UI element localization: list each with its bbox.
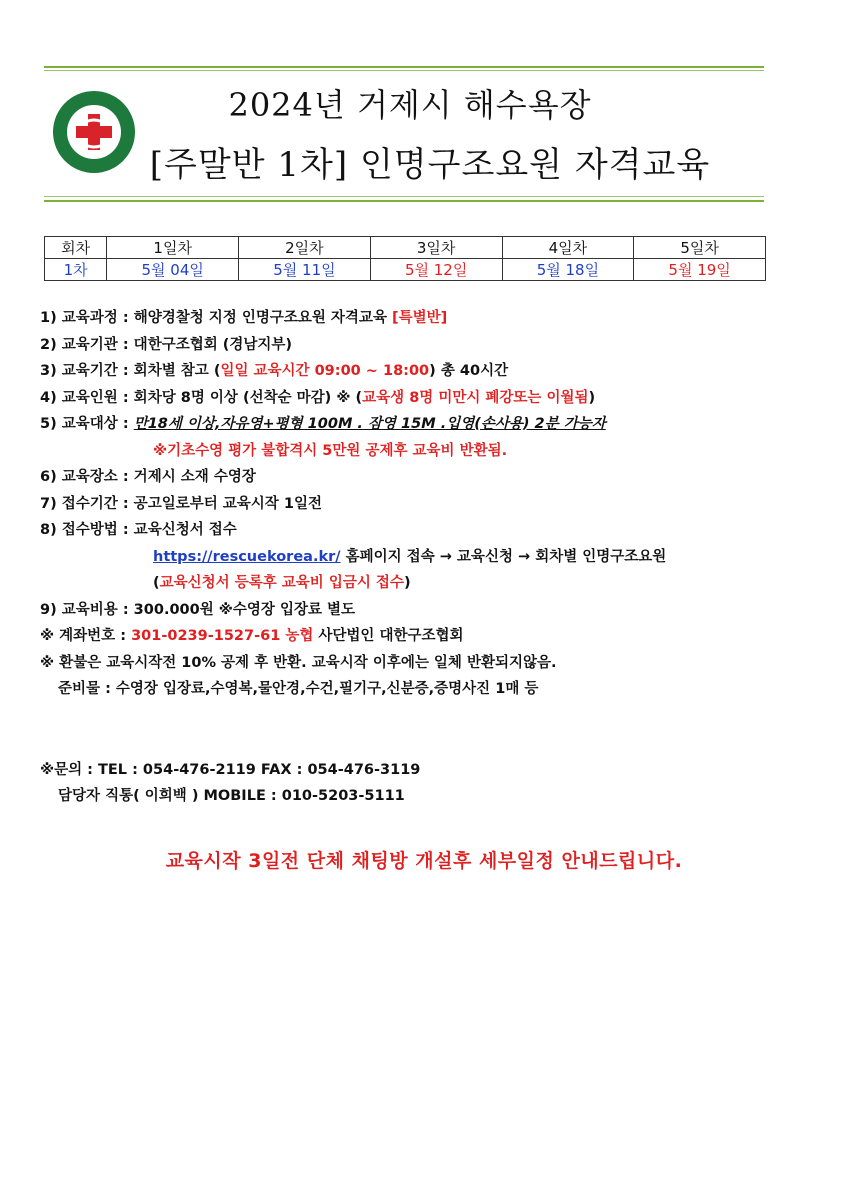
info-registration-method: 8) 접수방법 : 교육신청서 접수: [40, 522, 237, 538]
association-logo: [52, 90, 136, 174]
info-label: 5) 교육대상 :: [40, 416, 134, 432]
schedule-header-cell: 2일차: [239, 237, 371, 259]
bottom-rule: [44, 200, 764, 202]
info-registration-note: [40, 571, 800, 598]
info-text: 사단법인 대한구조협회: [313, 628, 464, 644]
info-text: 해양경찰청 지정 인명구조요원 자격교육: [133, 310, 392, 326]
schedule-header-cell: 4일차: [502, 237, 634, 259]
schedule-header-cell: 1일차: [107, 237, 239, 259]
info-text: ): [588, 389, 596, 406]
schedule-cell: 5월 04일: [107, 259, 239, 281]
schedule-header-row: [45, 237, 766, 259]
info-fee: 9) 교육비용 : 300.000원 ※수영장 입장료 별도: [40, 601, 356, 618]
info-location: 6) 교육장소 : 거제시 소재 수영장: [40, 469, 256, 485]
info-section: [40, 306, 800, 811]
info-text: ) 총 40시간: [429, 363, 509, 379]
info-eligibility: [40, 412, 800, 439]
info-label: 3) 교육기간 : 회차별 참고 (: [40, 363, 221, 379]
info-institution: 2) 교육기관 : 대한구조협회 (경남지부): [40, 336, 293, 353]
spacer: [40, 704, 800, 758]
info-text: 홈페이지 접속 → 교육신청 → 회차별 인명구조요원: [340, 548, 667, 565]
info-label: ※ 계좌번호 :: [40, 628, 132, 644]
info-highlight: 교육신청서 등록후 교육비 입금시 접수: [159, 575, 404, 591]
schedule-cell: 5월 12일: [370, 259, 502, 281]
schedule-header-cell: 5일차: [634, 237, 766, 259]
info-highlight: 교육생 8명 미만시 폐강또는 이월됨: [362, 389, 589, 406]
info-highlight: 일일 교육시간 09:00 ~ 18:00: [220, 363, 430, 379]
schedule-data-row: [45, 259, 766, 281]
top-rule-thin: [44, 70, 764, 71]
info-text: 만18세 이상,자유영+평형 100M . 잠영 15M .입영(손사용) 2분 가능자: [133, 416, 606, 432]
schedule-header-cell: 회차: [45, 237, 107, 259]
homepage-link[interactable]: https://rescuekorea.kr/: [153, 548, 341, 565]
info-text: (: [153, 575, 160, 591]
info-capacity: [40, 386, 800, 413]
info-contact-person: 담당자 직통( 이희백 ) MOBILE : 010-5203-5111: [58, 788, 405, 804]
schedule-table: [44, 236, 766, 281]
notice-text: 교육시작 3일전 단체 채팅방 개설후 세부일정 안내드립니다.: [165, 850, 683, 872]
info-registration-period: 7) 접수기간 : 공고일로부터 교육시작 1일전: [40, 495, 322, 512]
info-label: 4) 교육인원 : 회차당 8명 이상 (선착순 마감) ※ (: [40, 389, 363, 406]
schedule-cell: 5월 19일: [634, 259, 766, 281]
info-highlight: [특별반]: [392, 310, 448, 326]
schedule-cell: 5월 11일: [239, 259, 371, 281]
bottom-rule-thin: [44, 196, 764, 197]
info-account: [40, 624, 800, 651]
schedule-cell: 5월 18일: [502, 259, 634, 281]
info-course: [40, 306, 800, 333]
info-text: ): [403, 575, 411, 591]
info-registration-link-line: [40, 545, 800, 572]
title-line-1: 2024년 거제시 해수욕장: [228, 86, 592, 124]
info-preparation: 준비물 : 수영장 입장료,수영복,물안경,수건,필기구,신분증,증명사진 1매 등: [58, 681, 539, 697]
info-period: [40, 359, 800, 386]
info-eligibility-note: ※기초수영 평가 불합격시 5만원 공제후 교육비 반환됨.: [153, 442, 508, 459]
title-line-2: [주말반 1차] 인명구조요원 자격교육: [149, 145, 711, 185]
schedule-header-cell: 3일차: [370, 237, 502, 259]
top-rule: [44, 66, 764, 68]
info-highlight: 301-0239-1527-61 농협: [131, 628, 314, 644]
schedule-cell: 1차: [45, 259, 107, 281]
info-refund: ※ 환불은 교육시작전 10% 공제 후 반환. 교육시작 이후에는 일체 반환되지않음.: [40, 654, 557, 671]
info-contact: ※문의 : TEL : 054-476-2119 FAX : 054-476-3119: [40, 761, 421, 778]
info-label: 1) 교육과정 :: [40, 310, 134, 326]
